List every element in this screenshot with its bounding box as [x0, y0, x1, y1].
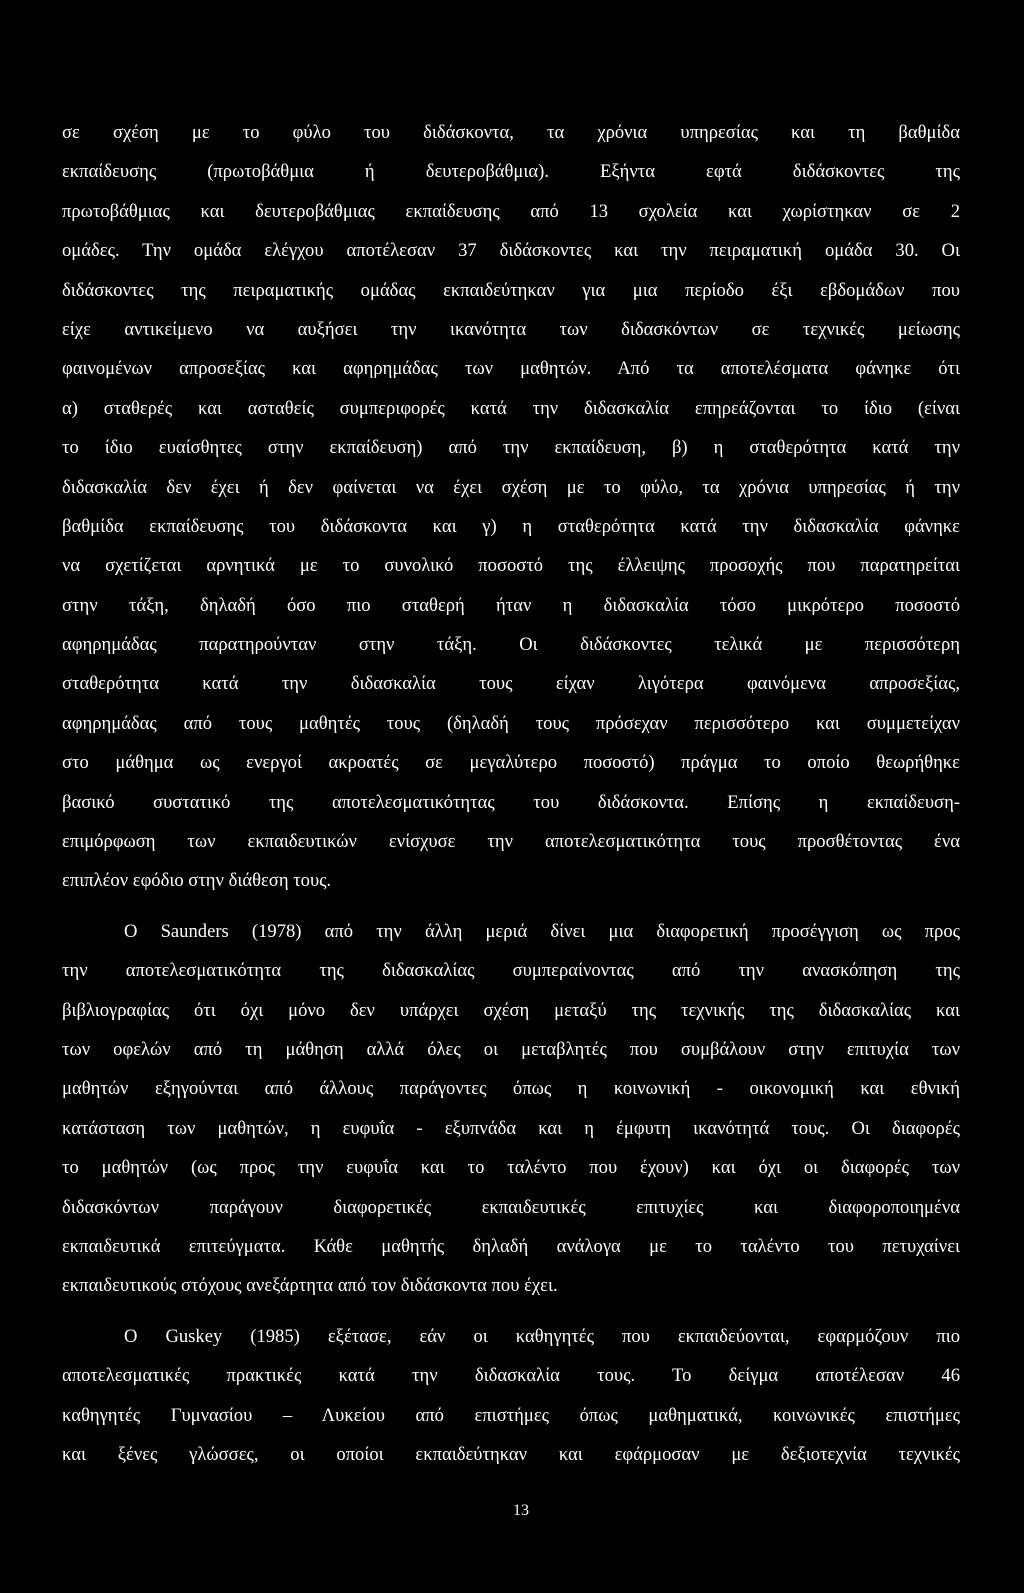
text-line: αποτελεσματικές πρακτικές κατά την διδασκαλία τους. Το δείγμα αποτέλεσαν 46: [62, 1365, 960, 1387]
paragraph-1: [62, 113, 960, 901]
text-line: διδάσκοντες της πειραματικής ομάδας εκπαιδεύτηκαν για μια περίοδο έξι εβδομάδων που: [62, 279, 960, 301]
text-line: πρωτοβάθμιας και δευτεροβάθμιας εκπαίδευσης από 13 σχολεία και χωρίστηκαν σε 2: [62, 200, 960, 222]
page-number: 13: [513, 1502, 529, 1519]
text-line: να σχετίζεται αρνητικά με το συνολικό ποσοστό της έλλειψης προσοχής που παρατηρείται: [62, 555, 960, 577]
paragraph-2: [62, 912, 960, 1306]
text-line: μαθητών εξηγούνται από άλλους παράγοντες όπως η κοινωνική - οικονομική και εθνική: [62, 1078, 960, 1100]
text-line: την αποτελεσματικότητα της διδασκαλίας συμπεραίνοντας από την ανασκόπηση της: [62, 960, 960, 982]
text-line: σταθερότητα κατά την διδασκαλία τους είχαν λιγότερα φαινόμενα απροσεξίας,: [62, 673, 960, 695]
text-line: ομάδες. Την ομάδα ελέγχου αποτέλεσαν 37 διδάσκοντες και την πειραματική ομάδα 30. Οι: [62, 240, 960, 262]
text-line: διδασκαλία δεν έχει ή δεν φαίνεται να έχει σχέση με το φύλο, τα χρόνια υπηρεσίας ή την: [62, 476, 960, 498]
text-line: καθηγητές Γυμνασίου – Λυκείου από επιστήμες όπως μαθηματικά, κοινωνικές επιστήμες: [62, 1404, 960, 1426]
text-line: Ο Guskey (1985) εξέτασε, εάν οι καθηγητές που εκπαιδεύονται, εφαρμόζουν πιο: [124, 1325, 960, 1347]
text-line: στην τάξη, δηλαδή όσο πιο σταθερή ήταν η διδασκαλία τόσο μικρότερο ποσοστό: [62, 594, 960, 616]
text-line: εκπαιδευτικούς στόχους ανεξάρτητα από τον διδάσκοντα που έχει.: [62, 1275, 558, 1297]
text-line: α) σταθερές και ασταθείς συμπεριφορές κατά την διδασκαλία επηρεάζονται το ίδιο (είναι: [62, 397, 960, 419]
text-line: αφηρημάδας από τους μαθητές τους (δηλαδή τους πρόσεχαν περισσότερο και συμμετείχαν: [62, 712, 960, 734]
text-line: στο μάθημα ως ενεργοί ακροατές σε μεγαλύτερο ποσοστό) πράγμα το οποίο θεωρήθηκε: [62, 752, 960, 774]
text-line: φαινομένων απροσεξίας και αφηρημάδας των μαθητών. Από τα αποτελέσματα φάνηκε ότι: [62, 358, 960, 380]
text-line: επιπλέον εφόδιο στην διάθεση τους.: [62, 870, 332, 892]
text-line: επιμόρφωση των εκπαιδευτικών ενίσχυσε την αποτελεσματικότητα τους προσθέτοντας ένα: [62, 831, 960, 853]
text-line: το μαθητών (ως προς την ευφυΐα και το ταλέντο που έχουν) και όχι οι διαφορές των: [62, 1157, 960, 1179]
document-body: [62, 113, 960, 1474]
text-line: εκπαίδευσης (πρωτοβάθμια ή δευτεροβάθμια). Εξήντα εφτά διδάσκοντες της: [62, 161, 960, 183]
text-line: βασικό συστατικό της αποτελεσματικότητας του διδάσκοντα. Επίσης η εκπαίδευση-: [62, 791, 960, 813]
text-line: αφηρημάδας παρατηρούνταν στην τάξη. Οι διδάσκοντες τελικά με περισσότερη: [62, 634, 960, 656]
text-line: βιβλιογραφίας ότι όχι μόνο δεν υπάρχει σχέση μεταξύ της τεχνικής της διδασκαλίας και: [62, 999, 960, 1021]
text-line: και ξένες γλώσσες, οι οποίοι εκπαιδεύτηκαν και εφάρμοσαν με δεξιοτεχνία τεχνικές: [62, 1443, 960, 1465]
text-line: είχε αντικείμενο να αυξήσει την ικανότητα των διδασκόντων σε τεχνικές μείωσης: [62, 318, 960, 340]
text-line: των οφελών από τη μάθηση αλλά όλες οι μεταβλητές που συμβάλουν στην επιτυχία των: [62, 1038, 960, 1060]
text-line: διδασκόντων παράγουν διαφορετικές εκπαιδευτικές επιτυχίες και διαφοροποιημένα: [62, 1196, 960, 1218]
text-line: Ο Saunders (1978) από την άλλη μεριά δίνει μια διαφορετική προσέγγιση ως προς: [124, 920, 960, 942]
text-line: εκπαιδευτικά επιτεύγματα. Κάθε μαθητής δηλαδή ανάλογα με το ταλέντο του πετυχαίνει: [62, 1235, 960, 1257]
text-line: κατάσταση των μαθητών, η ευφυΐα - εξυπνάδα και η έμφυτη ικανότητά τους. Οι διαφορές: [62, 1117, 960, 1139]
paragraph-3: [62, 1317, 960, 1475]
text-line: βαθμίδα εκπαίδευσης του διδάσκοντα και γ) η σταθερότητα κατά την διδασκαλία φάνηκε: [62, 515, 960, 537]
text-line: το ίδιο ευαίσθητες στην εκπαίδευση) από την εκπαίδευση, β) η σταθερότητα κατά την: [62, 437, 960, 459]
text-line: σε σχέση με το φύλο του διδάσκοντα, τα χρόνια υπηρεσίας και τη βαθμίδα: [62, 122, 960, 143]
